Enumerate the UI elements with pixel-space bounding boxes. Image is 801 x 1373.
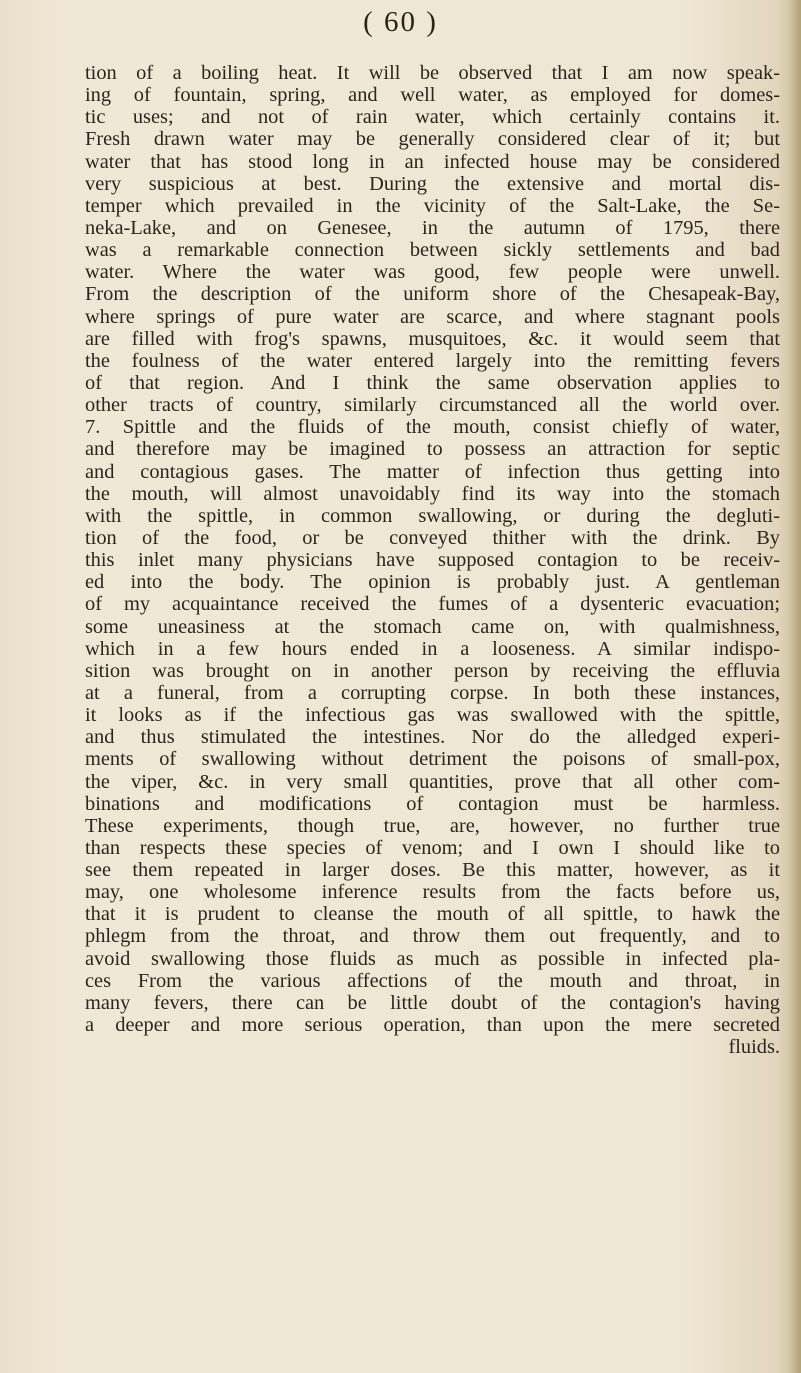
text-line-final: fluids. <box>728 1036 780 1059</box>
text-line: water. Where the water was good, few people were unwell. <box>85 261 780 284</box>
page-edge-shadow <box>789 0 801 1373</box>
text-line: the viper, &c. in very small quantities, prove that all other com- <box>85 770 780 793</box>
text-line: many fevers, there can be little doubt of the contagion's having <box>85 991 780 1014</box>
text-line: which in a few hours ended in a looseness. A similar indispo- <box>85 637 780 660</box>
text-line: These experiments, though true, are, however, no further true <box>85 814 780 837</box>
text-line: sition was brought on in another person by receiving the effluvia <box>85 659 780 682</box>
text-line: where springs of pure water are scarce, and where stagnant pools <box>85 305 780 328</box>
text-line: of that region. And I think the same observation applies to <box>85 371 780 394</box>
text-line: tion of the food, or be conveyed thither with the drink. By <box>85 526 780 549</box>
text-line: neka-Lake, and on Genesee, in the autumn of 1795, there <box>85 216 780 239</box>
text-line: tic uses; and not of rain water, which certainly contains it. <box>85 106 780 129</box>
text-line: and contagious gases. The matter of infection thus getting into <box>85 460 780 483</box>
text-line: other tracts of country, similarly circumstanced all the world over. <box>85 394 780 417</box>
text-line: some uneasiness at the stomach came on, with qualmishness, <box>85 615 780 638</box>
text-line: a deeper and more serious operation, than upon the mere secreted <box>85 1014 780 1037</box>
text-line: may, one wholesome inference results from the facts before us, <box>85 881 780 904</box>
text-line: and therefore may be imagined to possess an attraction for septic <box>85 438 780 461</box>
text-line: avoid swallowing those fluids as much as possible in infected pla- <box>85 947 780 970</box>
text-line: water that has stood long in an infected house may be considered <box>85 150 780 173</box>
text-line: 7. Spittle and the fluids of the mouth, consist chiefly of water, <box>85 416 780 439</box>
text-line: tion of a boiling heat. It will be observed that I am now speak- <box>85 62 780 84</box>
text-line: Fresh drawn water may be generally considered clear of it; but <box>85 128 780 151</box>
text-line: binations and modifications of contagion must be harmless. <box>85 792 780 815</box>
text-line: this inlet many physicians have supposed contagion to be receiv- <box>85 549 780 572</box>
text-line: temper which prevailed in the vicinity of the Salt-Lake, the Se- <box>85 194 780 217</box>
text-line: was a remarkable connection between sickly settlements and bad <box>85 239 780 262</box>
text-line: ed into the body. The opinion is probably just. A gentleman <box>85 571 780 594</box>
text-line: the mouth, will almost unavoidably find its way into the stomach <box>85 482 780 505</box>
text-line: From the description of the uniform shore of the Chesapeak-Bay, <box>85 283 780 306</box>
text-line: that it is prudent to cleanse the mouth of all spittle, to hawk the <box>85 903 780 926</box>
text-line: see them repeated in larger doses. Be this matter, however, as it <box>85 859 780 882</box>
text-line: ces From the various affections of the mouth and throat, in <box>85 969 780 992</box>
text-line: ing of fountain, spring, and well water, as employed for domes- <box>85 84 780 107</box>
text-line: of my acquaintance received the fumes of a dysenteric evacuation; <box>85 593 780 616</box>
body-text <box>85 62 780 1058</box>
text-line: than respects these species of venom; and I own I should like to <box>85 836 780 859</box>
text-line: at a funeral, from a corrupting corpse. In both these instances, <box>85 681 780 704</box>
text-line: it looks as if the infectious gas was swallowed with the spittle, <box>85 704 780 727</box>
text-line: and thus stimulated the intestines. Nor do the alledged experi- <box>85 726 780 749</box>
text-line: are filled with frog's spawns, musquitoes, &c. it would seem that <box>85 327 780 350</box>
text-line: with the spittle, in common swallowing, or during the degluti- <box>85 504 780 527</box>
text-line: very suspicious at best. During the extensive and mortal dis- <box>85 172 780 195</box>
text-line: the foulness of the water entered largely into the remitting fevers <box>85 349 780 372</box>
text-line: phlegm from the throat, and throw them out frequently, and to <box>85 925 780 948</box>
text-line: ments of swallowing without detriment the poisons of small-pox, <box>85 748 780 771</box>
page-number: ( 60 ) <box>363 6 438 38</box>
